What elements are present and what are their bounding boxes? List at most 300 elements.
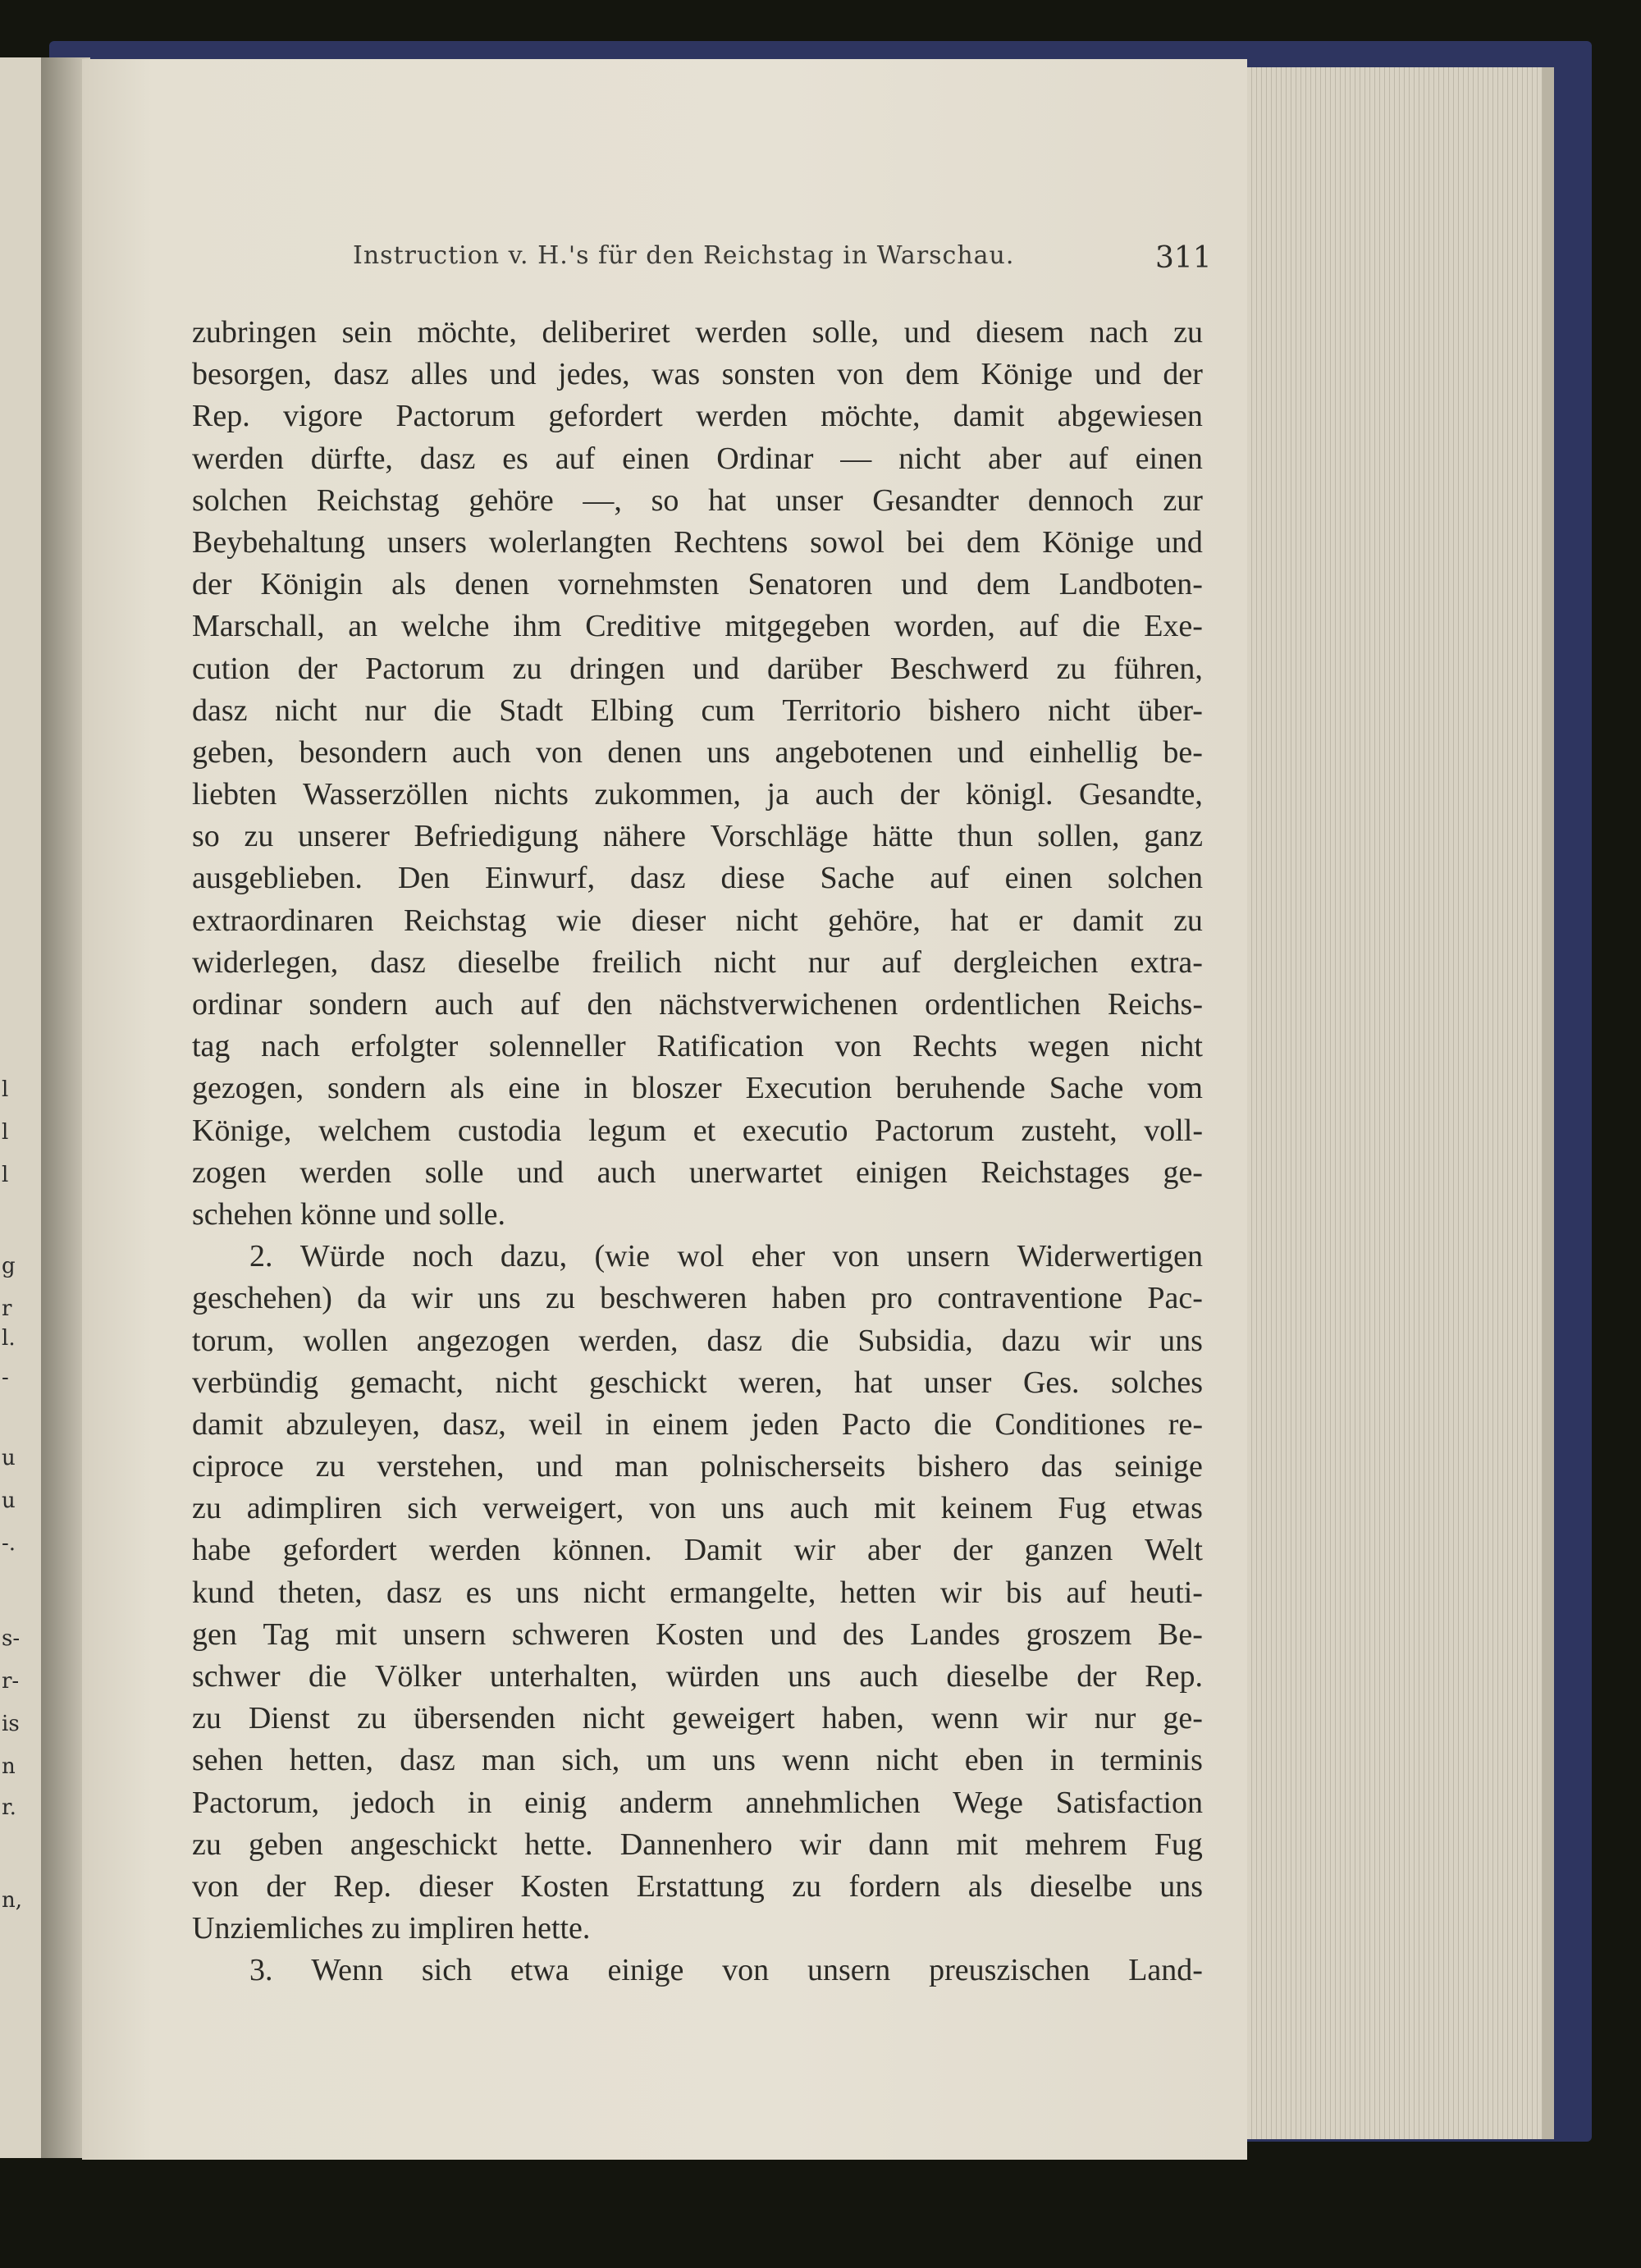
word: damit	[192, 1406, 263, 1442]
word: den	[587, 987, 633, 1022]
word: dazu,	[500, 1239, 568, 1274]
word: Rep.	[1145, 1659, 1203, 1694]
word: unsers	[386, 524, 467, 560]
text-line	[192, 1320, 1203, 1362]
text-line	[192, 857, 1203, 899]
word: Könige	[980, 357, 1073, 392]
word: Wenn	[311, 1953, 384, 1988]
word: solle.	[438, 1196, 506, 1232]
word: bei	[906, 524, 945, 560]
word: Erstattung	[636, 1868, 765, 1904]
word: keinem	[940, 1491, 1033, 1526]
text-line	[192, 522, 1203, 564]
word: Damit	[683, 1533, 762, 1568]
word: jedes,	[558, 357, 630, 392]
word: alles	[410, 357, 469, 392]
word: der	[192, 567, 232, 602]
word: nach	[1089, 315, 1149, 350]
word: und	[384, 1196, 432, 1232]
word: dergleichen	[953, 944, 1099, 980]
word: ermangelte,	[670, 1575, 816, 1610]
word: nicht	[875, 1743, 939, 1778]
word: hetten,	[289, 1743, 374, 1778]
word: (wie	[594, 1239, 651, 1274]
word: ihm	[513, 609, 562, 644]
word: voll-	[1144, 1113, 1203, 1148]
word: vigore	[283, 399, 363, 434]
word: Den	[397, 861, 450, 896]
facing-page-fragment: -	[2, 1365, 9, 1390]
word: dürfte,	[310, 441, 393, 476]
text-line	[192, 690, 1203, 732]
word: zu	[371, 1911, 401, 1946]
facing-page-fragment: is	[2, 1712, 20, 1736]
word: auf	[1068, 441, 1108, 476]
word: dann	[868, 1827, 930, 1862]
word: als	[450, 1071, 485, 1106]
word: zukommen,	[594, 777, 741, 812]
word: diese	[720, 861, 785, 896]
word: führen,	[1113, 651, 1203, 686]
word: mit	[956, 1827, 999, 1862]
word: zu	[1173, 315, 1203, 350]
word: Creditive	[585, 609, 702, 644]
word: gefordert	[548, 399, 663, 434]
text-line	[192, 900, 1203, 942]
word: Welt	[1145, 1533, 1203, 1568]
word: dasz	[630, 861, 686, 896]
word: in	[467, 1785, 492, 1820]
word: eher	[751, 1239, 806, 1274]
word: preuszischen	[929, 1953, 1090, 1988]
word: was	[651, 357, 701, 392]
word: dieselbe	[457, 944, 560, 980]
word: uns	[1159, 1868, 1203, 1904]
word: und	[489, 357, 537, 392]
word: wir	[1089, 1323, 1131, 1358]
word: vom	[1147, 1071, 1203, 1106]
word: dieselbe	[1030, 1868, 1132, 1904]
word: sollen,	[1037, 819, 1120, 854]
word: werden	[695, 399, 788, 434]
word: ganz	[1144, 819, 1203, 854]
word: Befriedigung	[414, 819, 579, 854]
word: noch	[412, 1239, 473, 1274]
word: denen	[607, 734, 683, 770]
word: damit	[953, 399, 1025, 434]
word: Landboten-	[1058, 567, 1203, 602]
word: dieselbe	[946, 1659, 1049, 1694]
word: der	[953, 1533, 993, 1568]
word: Beschwerd	[889, 651, 1029, 686]
word: Pactorum	[365, 651, 485, 686]
word: uns	[1159, 1323, 1203, 1358]
word: in	[1049, 1743, 1075, 1778]
word: an	[348, 609, 378, 644]
word: executio	[742, 1113, 848, 1148]
word: auf	[1018, 609, 1059, 644]
word: die	[1082, 609, 1121, 644]
word: dasz	[333, 357, 389, 392]
word: es	[502, 441, 528, 476]
word: solchen	[192, 482, 288, 518]
word: als	[967, 1868, 1003, 1904]
facing-page-fragment: l	[2, 1163, 9, 1187]
word: Reichstag	[403, 903, 527, 938]
word: zu	[192, 1701, 222, 1736]
word: aber	[988, 441, 1042, 476]
word: solle,	[811, 315, 880, 350]
word: und	[901, 567, 948, 602]
word: beruhende	[895, 1071, 1026, 1106]
text-line	[192, 1614, 1203, 1656]
text-line	[192, 1446, 1203, 1488]
text-line	[192, 942, 1203, 984]
facing-page-fragment: u	[2, 1446, 16, 1470]
word: nach	[261, 1029, 320, 1064]
word: zu	[192, 1827, 222, 1862]
word: vornehmsten	[558, 567, 720, 602]
word: und	[1155, 524, 1203, 560]
word: Rep.	[333, 1868, 392, 1904]
word: angezogen	[416, 1323, 551, 1358]
word: Conditiones	[994, 1406, 1145, 1442]
word: einigen	[855, 1155, 948, 1190]
word: —,	[583, 482, 622, 518]
word: das	[1040, 1449, 1083, 1484]
word: Könige	[1042, 524, 1135, 560]
word: verstehen,	[377, 1449, 505, 1484]
facing-page-fragment: l	[2, 1077, 9, 1102]
word: sich	[421, 1953, 473, 1988]
word: widerlegen,	[192, 944, 339, 980]
word: auch	[859, 1659, 918, 1694]
text-line	[192, 1194, 1203, 1236]
word: terminis	[1100, 1743, 1203, 1778]
word: zu	[1056, 651, 1086, 686]
word: 3.	[249, 1953, 273, 1988]
word: Wege	[953, 1785, 1023, 1820]
text-line	[192, 1530, 1203, 1571]
word: be-	[1163, 734, 1203, 770]
word: der	[899, 777, 940, 812]
word: nur	[364, 693, 406, 728]
word: denen	[455, 567, 530, 602]
word: dem	[976, 567, 1031, 602]
word: die	[433, 693, 472, 728]
facing-page-fragment: g	[2, 1254, 16, 1278]
word: er	[1018, 903, 1043, 938]
word: schwer	[192, 1659, 281, 1694]
text-line	[192, 312, 1203, 354]
word: unser	[775, 482, 843, 518]
word: Fug	[1154, 1827, 1203, 1862]
word: angeschickt	[350, 1827, 498, 1862]
word: würden	[665, 1659, 760, 1694]
word: pro	[871, 1281, 913, 1316]
word: gefordert	[282, 1533, 397, 1568]
text-line	[192, 438, 1203, 480]
word: Rechts	[912, 1029, 998, 1064]
word: anderm	[619, 1785, 713, 1820]
word: extra-	[1130, 944, 1203, 980]
word: Reichstag	[316, 482, 440, 518]
word: habe	[192, 1533, 251, 1568]
word: uns	[515, 1575, 560, 1610]
word: bis	[1005, 1575, 1043, 1610]
word: Land-	[1128, 1953, 1203, 1988]
word: sondern	[327, 1071, 427, 1106]
word: dasz	[706, 1323, 762, 1358]
word: dazu	[1001, 1323, 1061, 1358]
word: haben,	[821, 1701, 904, 1736]
word: Fug	[1058, 1491, 1107, 1526]
text-line	[192, 1404, 1203, 1446]
word: 2.	[249, 1239, 273, 1274]
word: einig	[524, 1785, 587, 1820]
word: auf	[520, 987, 560, 1022]
text-line	[192, 1908, 1203, 1950]
text-line	[192, 1362, 1203, 1404]
text-line	[192, 1236, 1203, 1278]
word: gezogen,	[192, 1071, 304, 1106]
word: angebotenen	[775, 734, 933, 770]
word: Ordinar	[716, 441, 814, 476]
word: und	[517, 1155, 565, 1190]
word: der	[1076, 1659, 1117, 1694]
word: eine	[508, 1071, 560, 1106]
word: annehmlichen	[745, 1785, 921, 1820]
word: nächstverwichenen	[659, 987, 898, 1022]
word: fordern	[848, 1868, 941, 1904]
word: tag	[192, 1029, 231, 1064]
word: unsern	[402, 1616, 487, 1652]
word: nicht	[713, 944, 776, 980]
word: Kosten	[520, 1868, 610, 1904]
word: deliberiret	[542, 315, 670, 350]
word: auch	[815, 777, 875, 812]
text-line	[192, 606, 1203, 647]
word: werden	[695, 315, 788, 350]
word: einen	[1135, 441, 1203, 476]
word: so	[192, 819, 220, 854]
word: einhellig	[1029, 734, 1139, 770]
facing-page-fragment: r.	[2, 1795, 16, 1820]
word: besorgen,	[192, 357, 312, 392]
word: von	[832, 1239, 880, 1274]
word: dasz	[370, 944, 426, 980]
word: nur	[1094, 1701, 1136, 1736]
word: wir	[1026, 1701, 1067, 1736]
word: ge-	[1163, 1701, 1203, 1736]
word: Stadt	[499, 693, 564, 728]
text-line	[192, 648, 1203, 690]
word: Subsidia,	[857, 1323, 973, 1358]
word: cution	[192, 651, 270, 686]
word: jeden	[751, 1406, 820, 1442]
word: Pacto	[841, 1406, 912, 1442]
word: Execution	[745, 1071, 872, 1106]
word: Reichstages	[980, 1155, 1130, 1190]
facing-page-fragment: n,	[2, 1888, 23, 1913]
word: als	[391, 567, 427, 602]
word: hette.	[524, 1827, 593, 1862]
word: besondern	[299, 734, 427, 770]
word: und	[693, 651, 740, 686]
word: Würde	[299, 1239, 386, 1274]
word: nichts	[494, 777, 569, 812]
word: unser	[924, 1365, 992, 1400]
text-line	[192, 1572, 1203, 1614]
word: wir	[793, 1533, 836, 1568]
word: Unziemliches	[192, 1911, 363, 1946]
word: beschweren	[600, 1281, 747, 1316]
word: ganzen	[1024, 1533, 1113, 1568]
word: man	[615, 1449, 669, 1484]
word: extraordinaren	[192, 903, 374, 938]
word: sich,	[561, 1743, 620, 1778]
word: Satisfaction	[1055, 1785, 1203, 1820]
word: ge-	[1163, 1155, 1203, 1190]
text-line	[192, 1698, 1203, 1740]
word: übersenden	[413, 1701, 555, 1736]
word: wir	[799, 1827, 842, 1862]
word: hette.	[522, 1911, 591, 1946]
word: und	[957, 734, 1004, 770]
text-line	[192, 1782, 1203, 1824]
word: wir	[939, 1575, 982, 1610]
text-line	[192, 1068, 1203, 1109]
word: Kosten	[656, 1616, 744, 1652]
word: thun	[958, 819, 1013, 854]
word: nicht	[1140, 1029, 1203, 1064]
word: geben	[248, 1827, 323, 1862]
word: Territorio	[782, 693, 902, 728]
text-line	[192, 564, 1203, 606]
word: der	[297, 651, 338, 686]
text-line	[192, 1656, 1203, 1698]
word: Königin	[260, 567, 363, 602]
word: werden	[428, 1533, 521, 1568]
word: Marschall,	[192, 609, 325, 644]
facing-page-fragment: s-	[2, 1626, 21, 1651]
word: Be-	[1157, 1616, 1203, 1652]
word: dasz,	[442, 1406, 506, 1442]
word: Pac-	[1147, 1281, 1203, 1316]
word: uns	[788, 1659, 831, 1694]
word: haben	[771, 1281, 847, 1316]
word: eben	[964, 1743, 1024, 1778]
word: mit	[335, 1616, 377, 1652]
word: es	[465, 1575, 492, 1610]
word: unerwartet	[688, 1155, 823, 1190]
word: nicht	[1048, 693, 1111, 728]
text-line	[192, 1824, 1203, 1866]
word: Ratification	[656, 1029, 804, 1064]
word: und	[770, 1616, 817, 1652]
word: solenneller	[488, 1029, 626, 1064]
word: Wasserzöllen	[302, 777, 469, 812]
word: zogen	[192, 1155, 267, 1190]
word: des	[842, 1616, 884, 1652]
word: hat	[950, 903, 989, 938]
word: nicht	[735, 903, 798, 938]
word: und	[903, 315, 951, 350]
book-page	[82, 59, 1247, 2160]
word: Einwurf,	[485, 861, 596, 896]
word: Pactorum,	[192, 1785, 320, 1820]
word: schehen	[192, 1196, 293, 1232]
word: wir	[411, 1281, 453, 1316]
word: heuti-	[1130, 1575, 1203, 1610]
text-line	[192, 354, 1203, 396]
word: jedoch	[351, 1785, 436, 1820]
text-line	[192, 396, 1203, 437]
word: schweren	[511, 1616, 630, 1652]
word: Gesandter	[872, 482, 999, 518]
word: von	[649, 1491, 697, 1526]
word: zu	[792, 1868, 822, 1904]
word: mitgegeben	[725, 609, 871, 644]
word: zur	[1163, 482, 1203, 518]
word: man	[481, 1743, 536, 1778]
text-line	[192, 1110, 1203, 1152]
word: auf	[555, 441, 596, 476]
word: von	[192, 1868, 239, 1904]
word: zubringen	[192, 315, 317, 350]
word: dasz	[192, 693, 248, 728]
word: dem	[966, 524, 1021, 560]
word: auch	[452, 734, 511, 770]
word: Könige,	[192, 1113, 292, 1148]
word: auch	[434, 987, 494, 1022]
word: contraventione	[937, 1281, 1123, 1316]
word: erfolgter	[350, 1029, 459, 1064]
word: weil	[528, 1406, 583, 1442]
word: Elbing	[590, 693, 674, 728]
word: einem	[652, 1406, 729, 1442]
word: geweigert	[671, 1701, 795, 1736]
word: bishero	[928, 693, 1021, 728]
word: der	[266, 1868, 306, 1904]
word: diesem	[976, 315, 1065, 350]
word: zu	[192, 1491, 222, 1526]
word: zu	[357, 1701, 386, 1736]
word: damit	[1072, 903, 1144, 938]
word: solle	[424, 1155, 484, 1190]
word: re-	[1168, 1406, 1203, 1442]
text-line	[192, 984, 1203, 1026]
word: dennoch	[1027, 482, 1134, 518]
word: auf	[1066, 1575, 1106, 1610]
word: auf	[930, 861, 970, 896]
word: unterhalten,	[489, 1659, 638, 1694]
facing-page-fragment: r-	[2, 1669, 20, 1694]
word: von	[834, 1029, 882, 1064]
word: groszem	[1026, 1616, 1132, 1652]
word: auch	[789, 1491, 849, 1526]
word: Rechtens	[673, 524, 789, 560]
word: unsern	[807, 1953, 891, 1988]
word: bishero	[917, 1449, 1009, 1484]
word: torum,	[192, 1323, 275, 1358]
word: wol	[677, 1239, 725, 1274]
word: wolerlangten	[488, 524, 652, 560]
text-line	[192, 1740, 1203, 1781]
word: Dienst	[248, 1701, 331, 1736]
word: welchem	[318, 1113, 432, 1148]
word: um	[646, 1743, 686, 1778]
